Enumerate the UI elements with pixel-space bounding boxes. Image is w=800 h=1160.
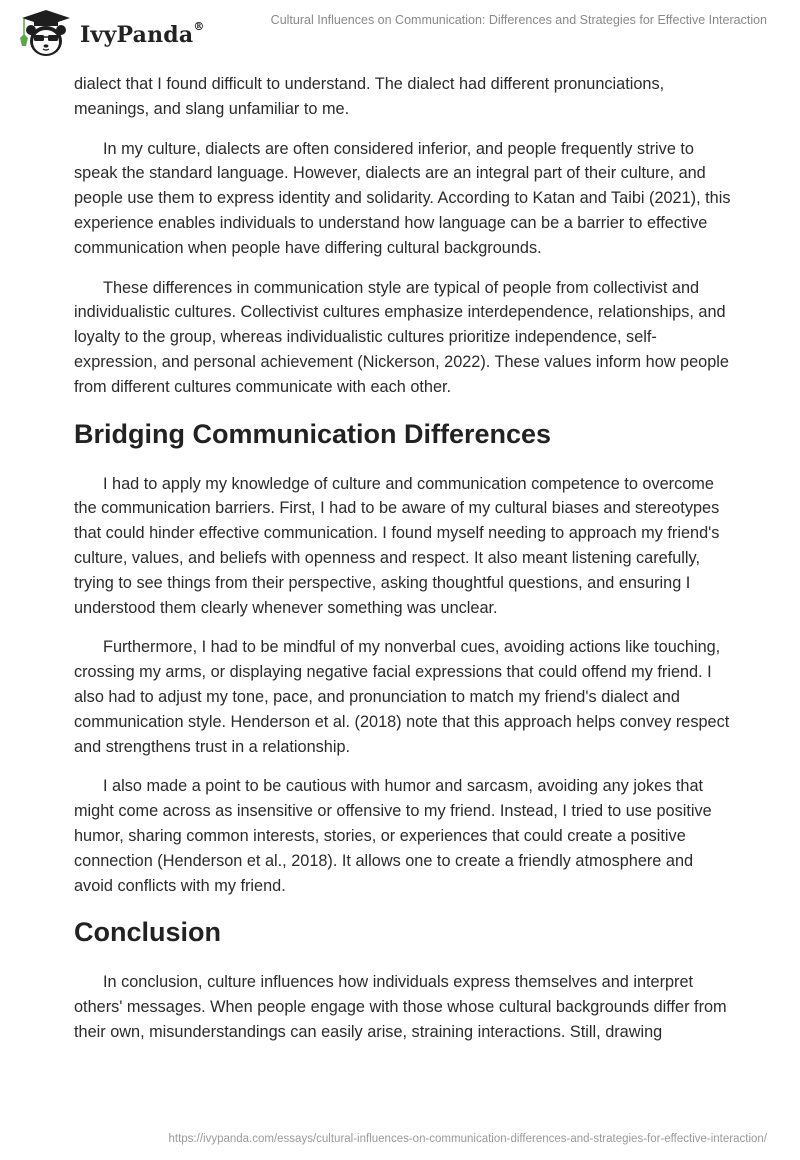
registered-mark: ® xyxy=(193,19,205,33)
source-url[interactable]: https://ivypanda.com/essays/cultural-influences-on-communication-differences-and-strategies-for-effective-interaction/ xyxy=(168,1133,767,1145)
paragraph: I had to apply my knowledge of culture and communication competence to overcome the communication barriers. First, I had to be aware of my cultural biases and stereotypes that could hinder effective communication. I found myself needing to approach my friend's culture, values, and beliefs with openness and respect. It also meant listening carefully, trying to see things from their perspective, asking thoughtful questions, and ensuring I understood them clearly whenever something was unclear. xyxy=(74,474,720,617)
page-header xyxy=(0,0,800,60)
ivypanda-logo[interactable] xyxy=(16,8,205,58)
brand-name: IvyPanda® xyxy=(80,19,205,48)
paragraph-continued: dialect that I found difficult to understand. The dialect had different pronunciations, meanings, and slang unfamiliar to me. xyxy=(74,75,665,118)
paragraph: These differences in communication style are typical of people from collectivist and individualistic cultures. Collectivist cultures emphasize interdependence, relationships, and loyalty to the group, whereas individualistic cultures prioritize independence, self-expression, and personal achievement (Nickerson, 2022). These values inform how people from different cultures communicate with each other. xyxy=(74,278,729,396)
section-heading-bridging: Bridging Communication Differences xyxy=(74,418,552,449)
paragraph: In conclusion, culture influences how individuals express themselves and interpret others' messages. When people engage with those whose cultural backgrounds differ from their own, misunderstandings can easily arise, straining interactions. Still, drawing xyxy=(74,973,727,1041)
section-heading-conclusion: Conclusion xyxy=(74,917,221,948)
panda-graduate-icon xyxy=(16,8,72,58)
document-title: Cultural Influences on Communication: Differences and Strategies for Effective Interaction xyxy=(270,13,767,27)
paragraph: I also made a point to be cautious with humor and sarcasm, avoiding any jokes that might come across as insensitive or offensive to my friend. Instead, I tried to use positive humor, sharing common interests, stories, or experiences that could create a positive connection (Henderson et al., 2018). It allows one to create a friendly atmosphere and avoid conflicts with my friend. xyxy=(74,777,712,895)
paragraph: Furthermore, I had to be mindful of my nonverbal cues, avoiding actions like touching, crossing my arms, or displaying negative facial expressions that could offend my friend. I also had to adjust my tone, pace, and pronunciation to match my friend's dialect and communication style. Henderson et al. (2018) note that this approach helps convey respect and strengthens trust in a relationship. xyxy=(74,638,730,756)
paragraph: In my culture, dialects are often considered inferior, and people frequently strive to speak the standard language. However, dialects are an integral part of their culture, and people use them to express identity and solidarity. According to Katan and Taibi (2021), this experience enables individuals to understand how language can be a barrier to effective communication when people have differing cultural backgrounds. xyxy=(74,139,731,257)
essay-content xyxy=(74,72,734,1060)
